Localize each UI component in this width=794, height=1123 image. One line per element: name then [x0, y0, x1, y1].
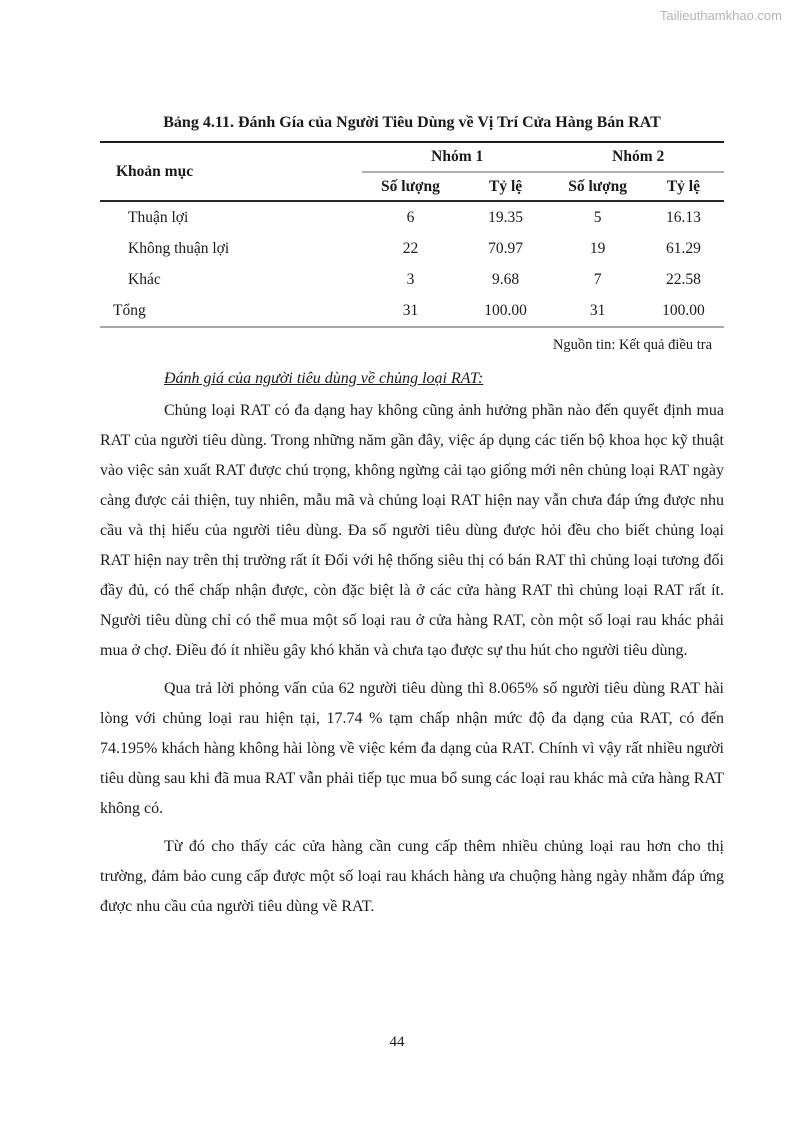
section-heading [100, 370, 724, 388]
table-row [100, 264, 724, 295]
table-source-note: Nguồn tin: Kết quả điều tra [552, 337, 712, 353]
cell-value: 3 [406, 270, 415, 288]
cell-value: 9.68 [492, 270, 520, 288]
page-content [100, 114, 724, 922]
cell-value: 19.35 [488, 208, 524, 226]
row-label: Thuận lợi [128, 208, 189, 226]
cell-value: 70.97 [488, 239, 524, 257]
row-label: Không thuận lợi [128, 239, 230, 257]
row-label: Tổng [113, 301, 146, 319]
table-header-group-row [100, 142, 724, 172]
table-header [100, 142, 724, 201]
cell-value: 16.13 [665, 208, 701, 226]
site-watermark: Tailieuthamkhao.com [659, 8, 782, 23]
column-header-quantity-1: Số lượng [362, 172, 459, 201]
column-header-quantity-2: Số lượng [552, 172, 642, 201]
body-paragraph-2: Qua trả lời phỏng vấn của 62 người tiêu dùng thì 8.065% số người tiêu dùng RAT hài lòng với chủng loại rau hiện tại, 17.74 % tạm chấp nhận mức độ đa dạng của RAT, có đến 74.195% khách hàng không hài lòng về việc kém đa dạng của RAT. Chính vì vậy rất nhiều người tiêu dùng sau khi đã mua RAT vẫn phải tiếp tục mua bổ sung các loại rau khác mà cửa hàng RAT không có. [100, 680, 724, 817]
body-paragraph-3: Từ đó cho thấy các cửa hàng cần cung cấp thêm nhiều chủng loại rau hơn cho thị trường, đảm bảo cung cấp được một số loại rau khách hàng ưa chuộng hàng ngày nhằm đáp ứng được nhu cầu của người tiêu dùng về RAT. [100, 838, 724, 915]
cell-value: 100.00 [484, 301, 527, 319]
cell-value: 31 [402, 301, 419, 319]
table-row [100, 201, 724, 233]
column-header-group-1: Nhóm 1 [362, 142, 552, 172]
table-row [100, 233, 724, 264]
column-header-stub: Khoản mục [100, 142, 362, 201]
body-paragraph-1: Chủng loại RAT có đa dạng hay không cũng ảnh hưởng phần nào đến quyết định mua RAT của người tiêu dùng. Trong những năm gần đây, việc áp dụng các tiến bộ khoa học kỹ thuật vào việc sản xuất RAT được chú trọng, không ngừng cải tạo giống mới nên chủng loại RAT ngày càng được cải thiện, tuy nhiên, mẫu mã và chủng loại RAT hiện nay vẫn chưa đáp ứng được nhu cầu và thị hiếu của người tiêu dùng. Đa số người tiêu dùng được hỏi đều cho biết chủng loại RAT hiện nay trên thị trường rất ít Đối với hệ thống siêu thị có bán RAT thì chủng loại tương đối đầy đủ, có thể chấp nhận được, còn đặc biệt là ở các cửa hàng RAT thì chủng loại RAT rất ít. Người tiêu dùng chỉ có thể mua một số loại rau ở cửa hàng RAT, còn một số loại rau khác phải mua ở chợ. Điều đó ít nhiều gây khó khăn và chưa tạo được sự thu hút cho người tiêu dùng. [100, 402, 724, 659]
row-label: Khác [128, 270, 161, 288]
cell-value: 61.29 [665, 239, 701, 257]
column-header-ratio-1: Tỷ lệ [459, 172, 553, 201]
table-row-total [100, 295, 724, 327]
cell-value: 22 [402, 239, 419, 257]
cell-value: 7 [593, 270, 602, 288]
page-number: 44 [389, 1034, 405, 1050]
cell-value: 22.58 [665, 270, 701, 288]
cell-value: 6 [406, 208, 415, 226]
cell-value: 19 [589, 239, 606, 257]
table-caption: Bảng 4.11. Đánh Gía của Người Tiêu Dùng về Vị Trí Cửa Hàng Bán RAT [163, 114, 661, 131]
cell-value: 100.00 [662, 301, 705, 319]
table-body [100, 201, 724, 327]
consumer-evaluation-table [100, 141, 724, 328]
section-heading-text: Đánh giá của người tiêu dùng về chủng loại RAT: [164, 370, 484, 387]
column-header-ratio-2: Tỷ lệ [643, 172, 724, 201]
column-header-group-2: Nhóm 2 [552, 142, 724, 172]
cell-value: 31 [589, 301, 606, 319]
cell-value: 5 [593, 208, 602, 226]
